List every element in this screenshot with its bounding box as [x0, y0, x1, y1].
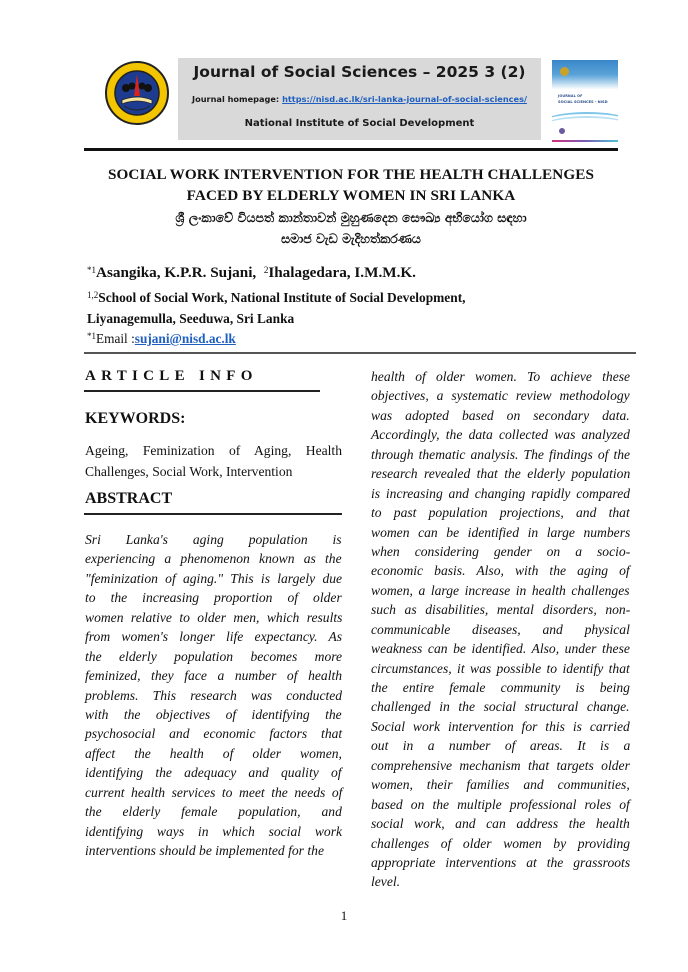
abstract-line: such as disabilities, mental disorders, non-	[371, 602, 631, 618]
article-title-line1: SOCIAL WORK INTERVENTION FOR THE HEALTH CHALLENGES	[107, 166, 595, 183]
abstract-line: the entire female community is being	[371, 680, 630, 695]
sinhala-title-line2: සමාජ වැඩ මැදිහත්කරණය	[281, 231, 421, 246]
abstract-line: economic basis. Also, with the aging of	[371, 563, 630, 579]
abstract-line: women, a large increase in health challenges	[371, 582, 630, 598]
cover-color-bar	[552, 140, 618, 142]
abstract-line: psychosocial and economic factors that	[85, 726, 343, 742]
abstract-right-column	[371, 367, 630, 892]
abstract-line: based on the multiple professional roles of	[371, 796, 630, 812]
journal-homepage	[178, 94, 541, 104]
affiliation-mark: 1,2	[87, 290, 99, 300]
abstract-heading: ABSTRACT	[85, 490, 173, 507]
abstract-line: Sri Lanka's aging population is	[85, 532, 342, 547]
abstract-line: identifying the adequacy and quality of	[85, 765, 342, 781]
abstract-line: experiencing a phenomenon known as the	[85, 551, 342, 567]
institution-name: National Institute of Social Development	[244, 118, 475, 129]
email-label: Email :	[96, 331, 135, 346]
author-list	[87, 264, 416, 282]
affiliation-line2: Liyanagemulla, Seeduwa, Sri Lanka	[87, 311, 295, 326]
abstract-line: "feminization of aging." This is largely due	[85, 570, 343, 586]
abstract-line: weakness can be identified. Also, under these	[371, 641, 630, 657]
page-number: 1	[340, 908, 348, 923]
abstract-line: challenges of older women by providing	[371, 835, 631, 851]
abstract-line: women relative to older men, which results	[85, 609, 343, 625]
abstract-line: is increasing and changing rapidly compared	[371, 485, 631, 501]
homepage-label: Journal homepage:	[192, 94, 283, 104]
author2-mark: 2	[263, 265, 269, 275]
cover-wave-decoration	[552, 116, 618, 138]
header-divider	[84, 148, 618, 151]
abstract-line: the elderly population becomes more	[85, 648, 343, 664]
abstract-line: Accordingly, the data collected was analyzed	[371, 427, 630, 443]
abstract-underline	[84, 513, 342, 515]
abstract-line: to past population projections, and that	[371, 505, 630, 521]
journal-cover-thumbnail	[552, 60, 618, 142]
abstract-line: comprehensive mechanism that targets older	[371, 757, 630, 773]
author1-name: Asangika, K.P.R. Sujani,	[96, 264, 257, 281]
email-link[interactable]: sujani@nisd.ac.lk	[134, 331, 236, 346]
abstract-line: problems. This research was conducted	[85, 687, 343, 703]
abstract-line: was adopted based on secondary data.	[371, 407, 630, 423]
article-info-underline	[84, 390, 320, 392]
abstract-line: when considering gender on a socio-	[371, 543, 631, 559]
homepage-link[interactable]: https://nisd.ac.lk/sri-lanka-journal-of-social-sciences/	[282, 94, 527, 104]
email-line	[87, 331, 236, 347]
abstract-line: communicable diseases, and physical	[371, 621, 630, 637]
abstract-line: through thematic analysis. The findings of the	[371, 446, 631, 462]
cover-title-line1: JOURNAL OF	[558, 94, 583, 98]
abstract-line: with the objectives of identifying the	[85, 706, 342, 722]
abstract-line: social work, and can address the health	[371, 816, 630, 832]
cover-title-line2: SOCIAL SCIENCES - NISD	[558, 100, 608, 104]
abstract-line: appropriate interventions at the grassroots	[371, 854, 631, 870]
abstract-left-column	[85, 530, 342, 860]
abstract-line: current health services to meet the needs of	[85, 784, 343, 800]
abstract-line: feminized, they face a number of health	[85, 668, 343, 684]
email-mark: *1	[87, 331, 96, 341]
abstract-line: to the increasing proportion of older	[85, 590, 342, 606]
author2-name: Ihalagedara, I.M.M.K.	[268, 264, 416, 281]
abstract-line: research revealed that the elderly population	[371, 466, 631, 482]
abstract-line: women can be identified in large numbers	[371, 524, 631, 540]
institute-seal-logo	[104, 60, 170, 126]
abstract-line: Social work intervention for this is carried	[371, 718, 630, 734]
affiliation-line1	[87, 290, 466, 306]
journal-title: Journal of Social Sciences – 2025 3 (2)	[193, 63, 526, 81]
abstract-line: health of older women. To achieve these	[371, 369, 631, 384]
abstract-line: the elderly female population, and	[85, 804, 342, 820]
cover-seal-icon	[559, 128, 565, 134]
abstract-line: affect the health of older women,	[85, 745, 342, 761]
journal-banner	[178, 58, 541, 140]
article-title-line2: FACED BY ELDERLY WOMEN IN SRI LANKA	[186, 187, 516, 204]
abstract-line: level.	[371, 874, 401, 890]
keywords-heading: KEYWORDS:	[85, 410, 186, 427]
abstract-line: from women's longer life expectancy. As	[85, 629, 343, 645]
abstract-line: women, their families and communities,	[371, 777, 630, 793]
abstract-line: identifying ways in which social work	[85, 823, 343, 839]
abstract-line: interventions should be implemented for the	[85, 843, 324, 858]
seal-logo-graphic	[104, 60, 170, 126]
author-divider	[84, 352, 636, 354]
affiliation-text: School of Social Work, National Institute of Social Development,	[98, 290, 466, 305]
abstract-line: challenged in the social structural change.	[371, 699, 630, 715]
abstract-line: circumstances, it was possible to identify that	[371, 660, 630, 676]
abstract-line: out in a number of areas. It is a	[371, 738, 631, 754]
author1-mark: *1	[87, 265, 96, 275]
article-info-heading: ARTICLE INFO	[85, 368, 258, 384]
sinhala-title-line1: ශ්‍රී ලංකාවේ වියපත් කාන්තාවන් මුහුණදෙන සෞඛ්‍ය අභියෝග සඳහා	[175, 210, 527, 225]
cover-crest-icon	[560, 67, 569, 76]
abstract-line: objectives, a systematic review methodology	[371, 388, 630, 404]
keywords-text: Ageing, Feminization of Aging, Health Challenges, Social Work, Intervention	[85, 443, 342, 479]
